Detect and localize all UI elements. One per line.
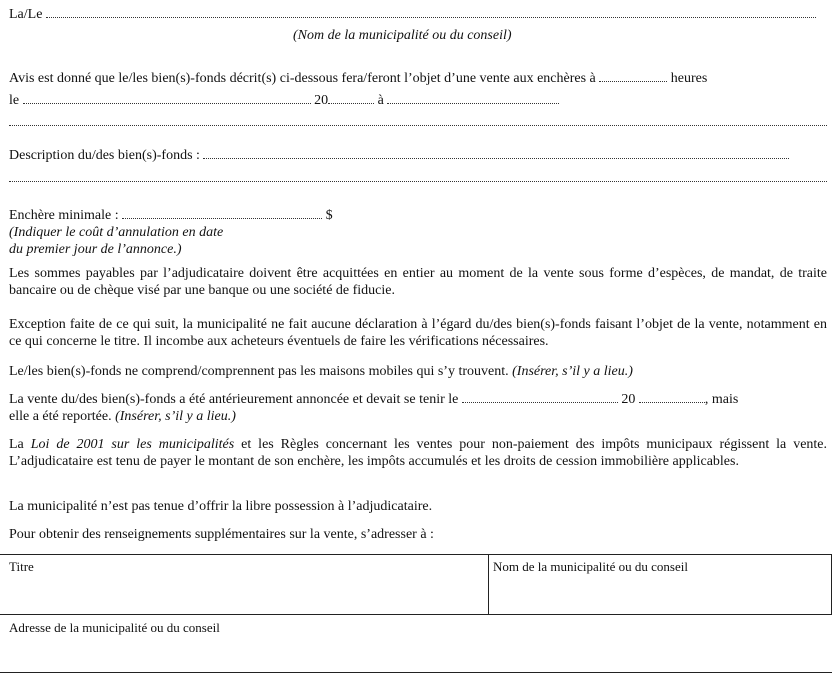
extra-blank-1 [9,114,827,126]
paragraph-exception: Exception faite de ce qui suit, la municipalité ne fait aucune déclaration à l’égard du/des bien(s)-fonds faisant l’objet de la vente, notamment en ce qui concerne le titre. Il incombe aux acheteurs éventuels de faire les vérifications nécessaires. [9,317,827,349]
law-title: Loi de 2001 sur les municipalités [30,437,235,452]
postponed-year: 20 [621,392,636,407]
lale-line [9,6,816,23]
law-prefix: La [9,437,24,452]
currency-label: $ [325,208,333,223]
paragraph-contact: Pour obtenir des renseignements supplémentaires sur la vente, s’adresser à : [9,527,434,542]
postponed-line2: elle a été reportée. [9,409,112,424]
table-top-border [0,554,832,555]
description-line-2 [9,170,827,187]
paragraph-mobile-homes [9,363,633,380]
table-right-border [831,554,832,615]
lale-label: La/Le [9,7,43,22]
enchere-note-1: (Indiquer le coût d’annulation en date [9,225,224,240]
table-middle-border [0,614,832,615]
paragraph-postponed-2 [9,408,236,425]
description-blank-2 [9,170,827,182]
mobile-homes-note: (Insérer, s’il y a lieu.) [512,364,633,379]
avis-line-3 [9,114,827,131]
municipality-name-blank [46,6,816,18]
postponed-text: La vente du/des bien(s)-fonds a été antérieurement annoncée et devait se tenir le [9,392,459,407]
paragraph-postponed-1 [9,391,738,408]
description-line [9,147,789,164]
postponed-date-blank [462,391,618,403]
description-blank [203,147,789,159]
description-label: Description du/des bien(s)-fonds : [9,148,200,163]
address-field-label: Adresse de la municipalité ou du conseil [9,620,220,635]
a-label: à [377,93,384,108]
avis-text: Avis est donné que le/les bien(s)-fonds décrit(s) ci-dessous fera/feront l’objet d’une vente aux enchères à [9,71,596,86]
location-blank [387,92,559,104]
le-label: le [9,93,20,108]
mobile-homes-text: Le/les bien(s)-fonds ne comprend/comprennent pas les maisons mobiles qui s’y trouvent. [9,364,509,379]
municipality-name-caption: (Nom de la municipalité ou du conseil) [293,28,512,43]
postponed-mais: , mais [704,392,739,407]
law-rest: et les Règles concernant les ventes pour non-paiement des impôts municipaux régissent la vente. L’adjudicataire est tenu de payer le montant de son enchère, les impôts accumulés et les droits de cession immobilière applicables. [9,437,828,469]
paragraph-possession: La municipalité n’est pas tenue d’offrir la libre possession à l’adjudicataire. [9,499,433,514]
enchere-blank [122,207,322,219]
paragraph-law [9,436,827,470]
municipality-field-label: Nom de la municipalité ou du conseil [493,559,688,574]
enchere-label: Enchère minimale : [9,208,119,223]
table-column-divider [488,554,489,615]
postponed-year-blank [639,391,705,403]
avis-line-2 [9,92,559,109]
year-blank [328,92,374,104]
titre-field-label: Titre [9,559,34,574]
time-blank [599,70,667,82]
postponed-note: (Insérer, s’il y a lieu.) [115,409,236,424]
heures-label: heures [670,71,708,86]
paragraph-payment: Les sommes payables par l’adjudicataire doivent être acquittées en entier au moment de la vente sous forme d’espèces, de mandat, de traite bancaire ou de chèque visé par une banque ou une société de fiducie. [9,266,827,298]
enchere-line [9,207,333,224]
enchere-note-2: du premier jour de l’annonce.) [9,242,182,257]
year-label: 20 [314,93,329,108]
avis-line-1 [9,70,707,87]
date-blank [23,92,311,104]
table-bottom-border [0,672,832,673]
